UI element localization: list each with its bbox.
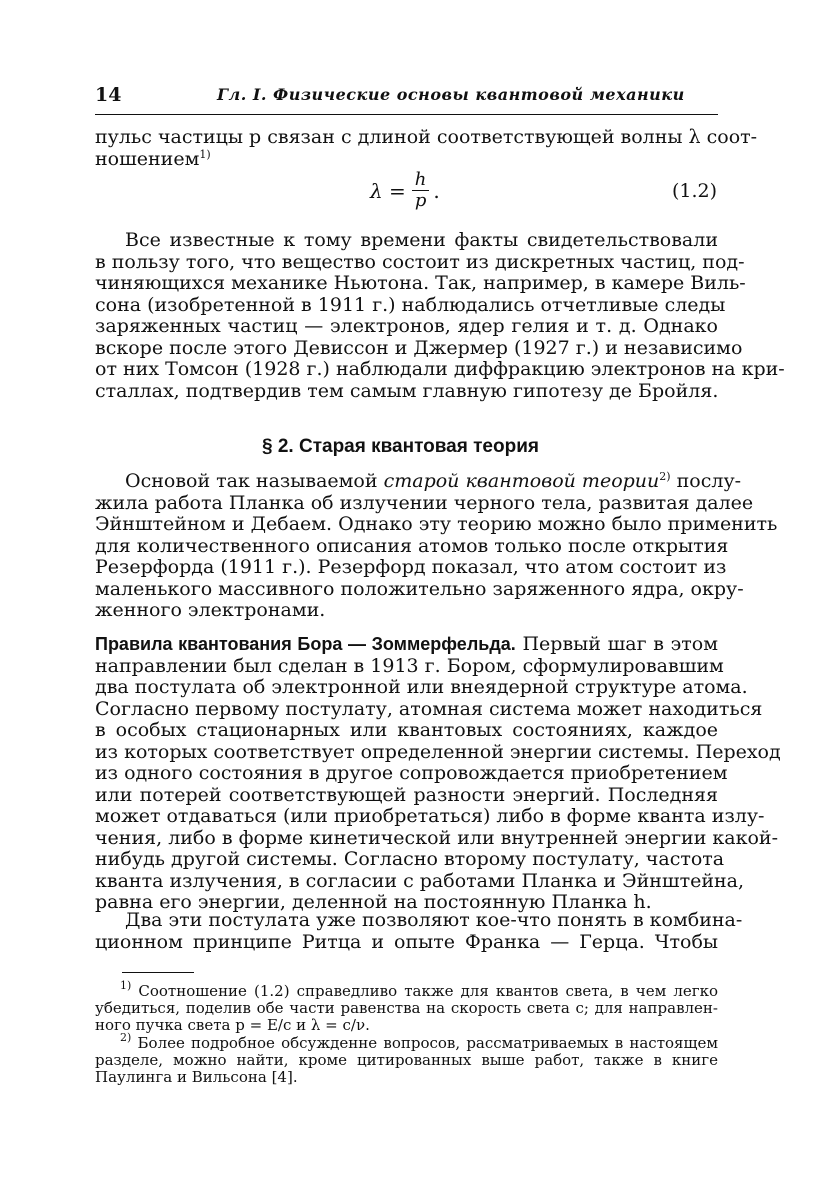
footnote-mark: 1) [120, 979, 132, 992]
text-line: вскоре после этого Девиссон и Джермер (1927 г.) и независимо [95, 336, 743, 359]
page-number: 14 [95, 84, 122, 106]
section-title: § 2. Старая квантовая теория [262, 436, 539, 457]
footnote-1 [95, 979, 718, 1034]
text-line: направлении был сделан в 1913 г. Бором, сформулировавшим [95, 654, 724, 677]
paragraph-bohr-rules [95, 633, 781, 914]
text-line: в особых стационарных или квантовых состояниях, каждое [95, 719, 718, 741]
text-fragment: Соотношение (1.2) справедливо также для квантов света, в чем легко [138, 982, 718, 1000]
text-line: Паулинга и Вильсона [4]. [95, 1068, 298, 1086]
text-line [95, 634, 718, 656]
text-line: в пользу того, что вещество состоит из дискретных частиц, под- [95, 250, 745, 273]
formula-numerator: h [412, 170, 430, 191]
footnote-mark: 2) [659, 470, 671, 483]
text-line: ного пучка света p = E/c и λ = c/ν. [95, 1016, 370, 1034]
text-line: разделе, можно найти, кроме цитированных выше работ, также в книге [95, 1051, 718, 1069]
formula-fraction [412, 170, 430, 211]
text-line: ционном принципе Ритца и опыте Франка — Герца. Чтобы [95, 930, 718, 953]
text-line: пульс частицы p связан с длиной соответствующей волны λ соот- [95, 126, 758, 148]
text-line: чения, либо в форме кинетической или внутренней энергии какой- [95, 826, 779, 849]
footnote-divider [122, 972, 194, 973]
text-line [95, 1031, 718, 1052]
italic-term: старой квантовой теории [383, 470, 660, 492]
text-line: или потерей соответствующей разности энергий. Последняя [95, 783, 718, 806]
text-line [95, 979, 718, 1000]
text-line: нибудь другой системы. Согласно второму постулату, частота [95, 848, 725, 870]
text-line: для количественного описания атомов только после открытия [95, 534, 729, 557]
paragraph-lead-heading: Правила квантования Бора — Зоммерфельда. [95, 634, 516, 654]
text-fragment: послу- [676, 470, 742, 492]
running-head: Гл. I. Физические основы квантовой механики [217, 85, 685, 104]
text-line: сталлах, подтвердив тем самым главную гипотезу де Бройля. [95, 379, 719, 402]
text-fragment: ношением [95, 147, 200, 170]
paragraph-old-quantum-theory [95, 470, 778, 622]
text-line [95, 470, 742, 493]
text-line: Два эти постулата уже позволяют кое-что понять в комбина- [125, 909, 743, 931]
text-fragment: Первый шаг в этом [522, 633, 719, 655]
text-line: кванта излучения, в согласии с работами Планка и Эйнштейна, [95, 869, 745, 892]
formula-lhs: λ = [370, 178, 406, 203]
text-fragment: Основой так называемой [125, 470, 378, 492]
text-line: может отдаваться (или приобретаться) либо в форме кванта излу- [95, 805, 765, 827]
text-line: маленького массивного положительно заряженного ядра, окру- [95, 577, 744, 600]
text-line: от них Томсон (1928 г.) наблюдали диффракцию электронов на кри- [95, 358, 785, 380]
text-line: Эйнштейном и Дебаем. Однако эту теорию можно было применить [95, 513, 778, 535]
text-line: сона (изобретенной в 1911 г.) наблюдались отчетливые следы [95, 293, 726, 316]
text-line: Все известные к тому времени факты свидетельствовали [125, 229, 718, 251]
text-line: чиняющихся механике Ньютона. Так, например, в камере Виль- [95, 272, 746, 294]
text-line: жила работа Планка об излучении черного тела, развитая далее [95, 491, 754, 514]
paragraph-postulates [95, 909, 743, 953]
text-fragment: Более подробное обсужденне вопросов, рассматриваемых в настоящем [137, 1034, 718, 1052]
formula-1-2 [370, 170, 440, 211]
text-line: женного электронами. [95, 599, 326, 621]
text-line: из которых соответствует определенной энергии системы. Переход [95, 740, 781, 763]
text-line: убедиться, поделив обе части равенства на скорость света c; для направлен- [95, 999, 718, 1017]
text-line: из одного состояния в другое сопровождается приобретением [95, 762, 728, 784]
text-line: заряженных частиц — электронов, ядер гелия и т. д. Однако [95, 315, 718, 337]
footnote-mark: 1) [199, 147, 211, 161]
footnote-mark: 2) [120, 1031, 132, 1044]
formula-trailing: . [433, 178, 440, 203]
text-line: Согласно первому постулату, атомная система может находиться [95, 697, 763, 720]
text-line [95, 149, 718, 171]
paragraph-intro-continued [95, 126, 758, 170]
paragraph-facts [95, 229, 785, 402]
text-line: Резерфорда (1911 г.). Резерфорд показал, что атом состоит из [95, 556, 727, 578]
page-header [95, 84, 718, 115]
formula-denominator: p [414, 190, 427, 211]
text-line: равна его энергии, деленной на постоянную Планка h. [95, 891, 652, 913]
equation-number: (1.2) [672, 180, 718, 202]
text-line: два постулата об электронной или внеядерной структуре атома. [95, 676, 748, 698]
footnote-2 [95, 1031, 718, 1086]
